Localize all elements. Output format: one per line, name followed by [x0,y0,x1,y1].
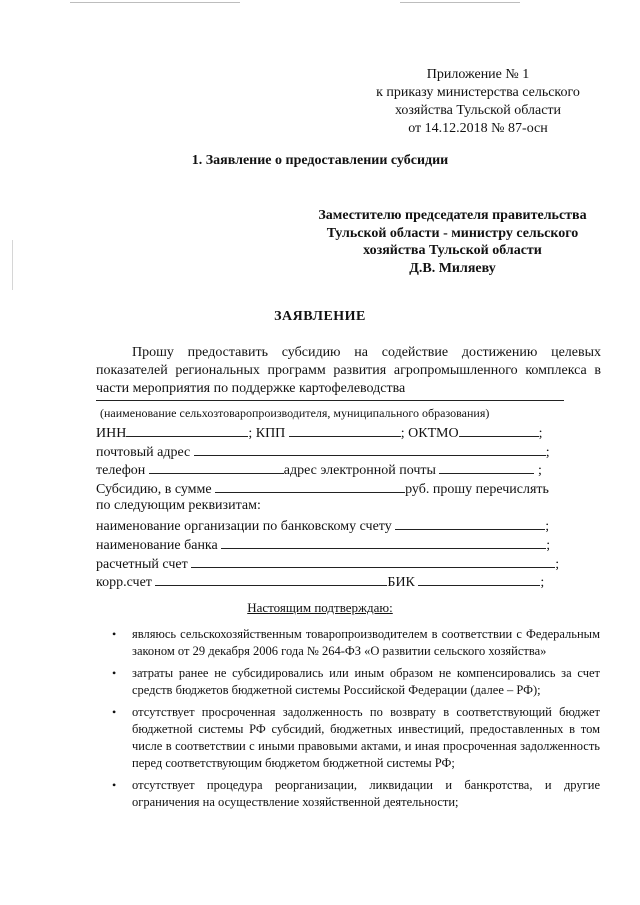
row-org-name [96,517,549,535]
inn-field[interactable] [126,424,248,437]
org-name-end: ; [545,519,550,534]
request-paragraph [96,344,601,398]
appendix-header [358,66,598,138]
appendix-line-1: Приложение № 1 [426,67,530,82]
list-item-text: отсутствует процедура реорганизации, ликвидации и банкротства, и другие ограничения на осуществление хозяйственной деятельности; [132,778,600,809]
confirm-heading: Настоящим подтверждаю: [247,600,393,615]
row-postal-address [96,443,550,461]
addressee-line-4: Д.В. Миляеву [409,260,496,276]
applicant-name-caption: (наименование сельхозтоваропроизводителя, муниципального образования) [100,406,490,420]
subsidy-amount-field[interactable] [215,480,405,493]
row-bank [96,536,550,554]
row-inn-kpp-oktmo [96,424,542,442]
org-name-field[interactable] [395,517,545,530]
section-title: 1. Заявление о предоставлении субсидии [191,153,449,168]
confirm-heading-wrap [0,600,640,616]
postal-field[interactable] [194,443,546,456]
kpp-field[interactable] [289,424,401,437]
subsidy-label: Субсидию, в сумме [96,482,212,497]
bullet-icon: • [112,666,117,680]
bullet-icon: • [112,778,117,792]
list-item [110,704,600,772]
applicant-name-field[interactable] [96,400,564,401]
scan-artifact-left [12,240,13,290]
org-name-label: наименование организации по банковскому счету [96,519,392,534]
corr-field[interactable] [155,573,387,586]
appendix-line-2: к приказу министерства сельского [376,85,580,100]
oktmo-label: ; ОКТМО [400,426,459,441]
row-requisites [96,498,261,514]
email-end: ; [537,463,542,478]
phone-label: телефон [96,463,146,478]
confirmation-list [110,626,600,816]
appendix-line-4: от 14.12.2018 № 87-осн [408,121,548,136]
addressee-line-3: хозяйства Тульской области [363,243,542,258]
account-end: ; [555,557,560,572]
document-title: ЗАЯВЛЕНИЕ [274,309,366,324]
requisites-label: по следующим реквизитам: [96,498,261,513]
bik-field[interactable] [418,573,540,586]
bank-field[interactable] [221,536,546,549]
corr-label: корр.счет [96,575,152,590]
kpp-label: ; КПП [248,426,286,441]
bik-end: ; [540,575,545,590]
addressee-line-1: Заместителю председателя правительства [318,208,587,223]
email-label: адрес электронной почты [283,463,436,478]
oktmo-field[interactable] [459,424,539,437]
phone-field[interactable] [149,461,284,474]
addressee-line-2: Тульской области - министру сельского [326,225,579,241]
bik-label: БИК [387,575,415,590]
bank-label: наименование банка [96,538,218,553]
list-item-text: отсутствует просроченная задолженность по возврату в соответствующий бюджет бюджетной системы РФ субсидий, бюджетных инвестиций, предоставленных в том числе в соответствии с иными правовыми актами, и иная просроченная задолженность перед соответствующим бюджетом бюджетной системы РФ; [132,705,600,770]
account-label: расчетный счет [96,557,188,572]
scan-artifact-top-right [400,2,520,3]
inn-label: ИНН [96,426,127,441]
postal-label: почтовый адрес [96,445,191,460]
account-field[interactable] [191,555,555,568]
bullet-icon: • [112,627,117,641]
scan-artifact-top [70,2,240,3]
appendix-line-3: хозяйства Тульской области [394,103,562,118]
list-item-text: затраты ранее не субсидировались или иным образом не компенсировались за счет средств бюджетов бюджетной системы Российской Федерации (далее – РФ); [132,666,600,697]
row-account [96,555,559,573]
list-item [110,777,600,811]
list-item-text: являюсь сельскохозяйственным товаропроизводителем в соответствии с Федеральным законом от 29 декабря 2006 года № 264-ФЗ «О развитии сельского хозяйства» [132,627,600,658]
bullet-icon: • [112,705,117,719]
request-text: Прошу предоставить субсидию на содействие достижению целевых показателей региональных программ развития агропромышленного комплекса в части мероприятия по поддержке картофелеводства [96,345,601,396]
row-subsidy [96,480,549,498]
postal-end: ; [545,445,550,460]
row-phone-email [96,461,542,479]
oktmo-end: ; [538,426,543,441]
list-item [110,665,600,699]
row-corr-bik [96,573,544,591]
addressee-block [300,207,605,277]
rub-label: руб. прошу перечислять [405,482,549,497]
email-field[interactable] [439,461,534,474]
bank-end: ; [546,538,551,553]
list-item [110,626,600,660]
